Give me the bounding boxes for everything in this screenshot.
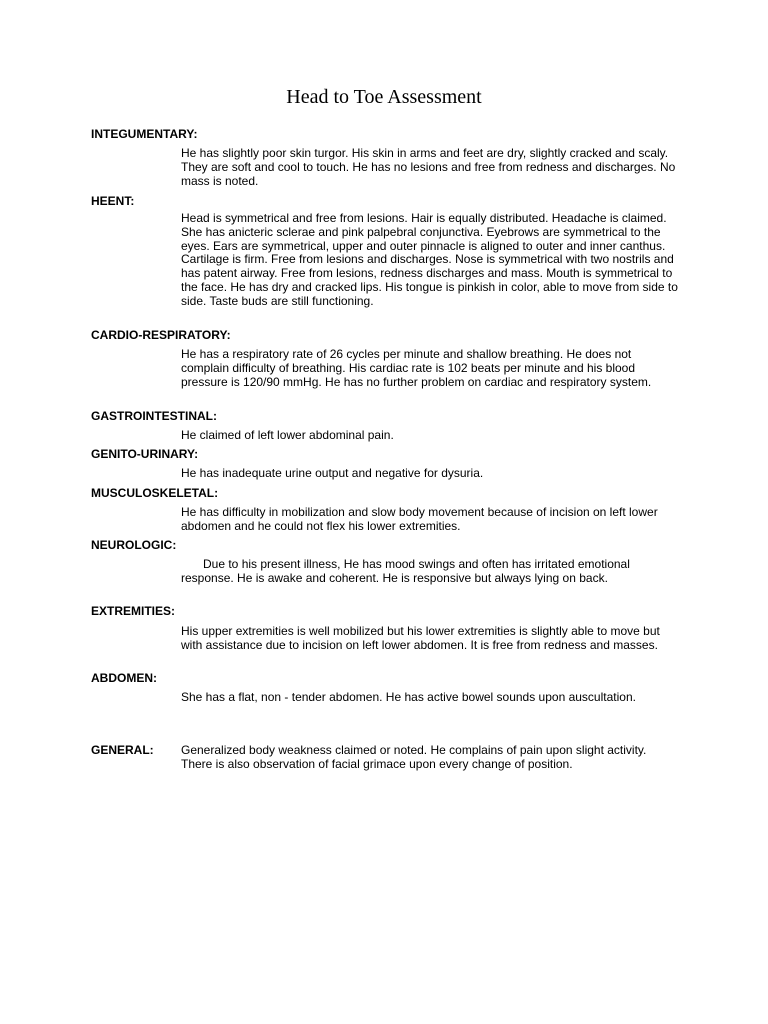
section-text-genito-urinary: He has inadequate urine output and negative for dysuria. [181, 466, 484, 480]
section-text-abdomen: She has a flat, non - tender abdomen. He has active bowel sounds upon auscultation. [181, 690, 636, 704]
section-text-heent: Head is symmetrical and free from lesions. Hair is equally distributed. Headache is claimed. She has anicteric sclerae and pink palpebral conjunctiva. Eyebrows are symmetrical to the eyes. Ears are symmetrical, upper and outer pinnacle is aligned to outer and inner canthus. Cartilage is firm. Free from lesions and discharges. Nose is symmetrical with two nostrils and has patent airway. Free from lesions, redness discharges and mass. Mouth is symmetrical to the face. He has dry and cracked lips. His tongue is pinkish in color, able to move from side to side. Taste buds are still functioning. [181, 211, 678, 308]
section-text-integumentary: He has slightly poor skin turgor. His skin in arms and feet are dry, slightly cracked and scaly. They are soft and cool to touch. He has no lesions and free from redness and discharges. No mass is noted. [181, 146, 676, 188]
section-heading-general: GENERAL: [91, 743, 154, 757]
section-text-gastrointestinal: He claimed of left lower abdominal pain. [181, 428, 394, 442]
section-heading-extremities: EXTREMITIES: [91, 604, 176, 618]
section-heading-neurologic: NEUROLOGIC: [91, 538, 177, 552]
section-heading-musculoskeletal: MUSCULOSKELETAL: [91, 486, 219, 500]
section-heading-integumentary: INTEGUMENTARY: [91, 127, 198, 141]
section-heading-cardio-respiratory: CARDIO-RESPIRATORY: [91, 328, 231, 342]
document-title: Head to Toe Assessment [286, 86, 482, 108]
section-heading-heent: HEENT: [91, 194, 135, 208]
section-heading-abdomen: ABDOMEN: [91, 671, 157, 685]
section-heading-genito-urinary: GENITO-URINARY: [91, 447, 199, 461]
section-heading-gastrointestinal: GASTROINTESTINAL: [91, 409, 217, 423]
section-text-neurologic: Due to his present illness, He has mood swings and often has irritated emotional response. He is awake and coherent. He is responsive but always lying on back. [181, 557, 630, 585]
section-text-musculoskeletal: He has difficulty in mobilization and slow body movement because of incision on left lower abdomen and he could not flex his lower extremities. [181, 505, 658, 533]
section-text-cardio-respiratory: He has a respiratory rate of 26 cycles per minute and shallow breathing. He does not complain difficulty of breathing. His cardiac rate is 102 beats per minute and his blood pressure is 120/90 mmHg. He has no further problem on cardiac and respiratory system. [181, 347, 652, 389]
section-text-extremities: His upper extremities is well mobilized but his lower extremities is slightly able to move but with assistance due to incision on left lower abdomen. It is free from redness and masses. [181, 624, 660, 652]
section-text-general: Generalized body weakness claimed or noted. He complains of pain upon slight activity. There is also observation of facial grimace upon every change of position. [181, 743, 647, 771]
